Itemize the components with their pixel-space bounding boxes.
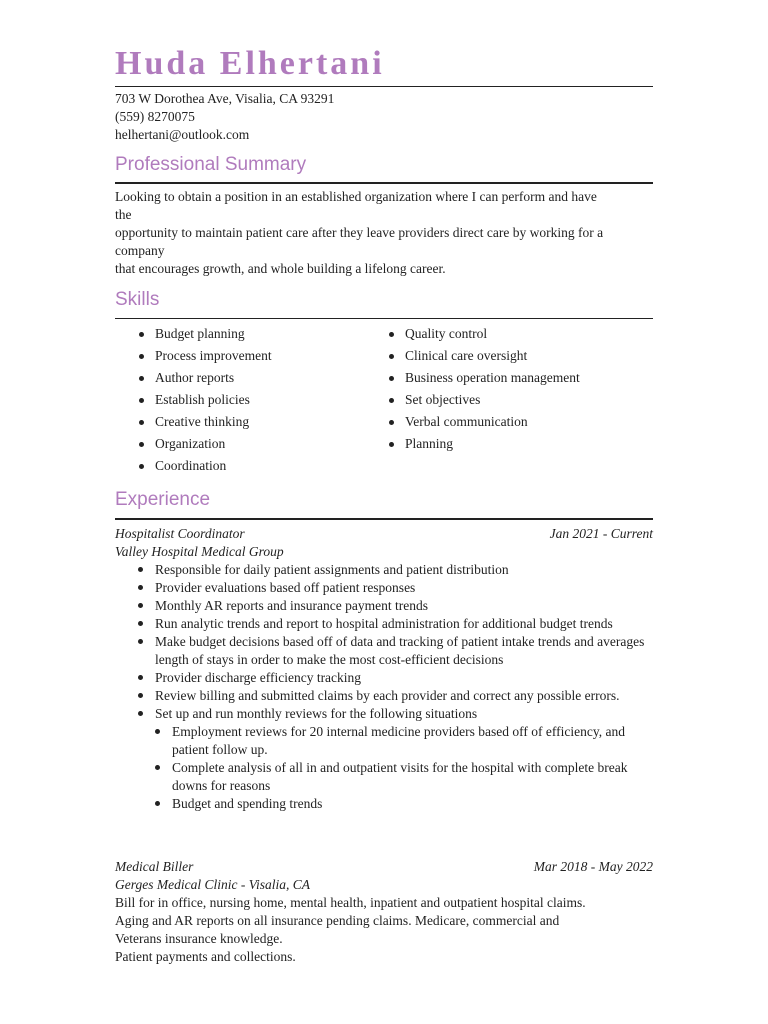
- duty-item: Monthly AR reports and insurance payment trends: [155, 597, 655, 615]
- duty-item: Run analytic trends and report to hospital administration for additional budget trends: [155, 615, 655, 633]
- description-line: Patient payments and collections.: [115, 949, 296, 964]
- skill-item: Quality control: [389, 324, 580, 346]
- duty-subitem: Budget and spending trends: [172, 795, 655, 813]
- duty-item-with-subitems: [155, 705, 655, 813]
- skill-item: Organization: [139, 434, 272, 456]
- skill-item: Verbal communication: [389, 412, 580, 434]
- summary-heading: Professional Summary: [115, 154, 307, 175]
- job-title: Medical Biller: [115, 859, 194, 874]
- duty-item: Make budget decisions based off of data and tracking of patient intake trends and averages length of stays in order to make the most cost-efficient decisions: [155, 633, 655, 669]
- skill-item: Coordination: [139, 456, 272, 478]
- job-company: Gerges Medical Clinic - Visalia, CA: [115, 877, 310, 892]
- skill-item: Author reports: [139, 368, 272, 390]
- job-duties: [155, 561, 655, 813]
- duty-item: Review billing and submitted claims by each provider and correct any possible errors.: [155, 687, 655, 705]
- skill-item: Process improvement: [139, 346, 272, 368]
- summary-line: that encourages growth, and whole building a lifelong career.: [115, 261, 446, 276]
- name-divider: [115, 86, 653, 87]
- skill-item: Set objectives: [389, 390, 580, 412]
- skill-item: Creative thinking: [139, 412, 272, 434]
- duty-item: Provider evaluations based off patient responses: [155, 579, 655, 597]
- job-company: Valley Hospital Medical Group: [115, 544, 284, 559]
- duty-item: Responsible for daily patient assignments and patient distribution: [155, 561, 655, 579]
- summary-line: company: [115, 243, 165, 258]
- job-dates: Mar 2018 - May 2022: [533, 859, 653, 874]
- skills-list-right: [389, 324, 580, 456]
- summary-divider: [115, 182, 653, 184]
- skill-item: Clinical care oversight: [389, 346, 580, 368]
- summary-line: Looking to obtain a position in an established organization where I can perform and have: [115, 189, 597, 204]
- description-line: Veterans insurance knowledge.: [115, 931, 283, 946]
- summary-line: the: [115, 207, 132, 222]
- skill-item: Budget planning: [139, 324, 272, 346]
- duty-subitem: Employment reviews for 20 internal medicine providers based off of efficiency, and patient follow up.: [172, 723, 655, 759]
- skills-heading: Skills: [115, 289, 160, 310]
- contact-address: 703 W Dorothea Ave, Visalia, CA 93291: [115, 91, 335, 106]
- description-line: Aging and AR reports on all insurance pending claims. Medicare, commercial and: [115, 913, 560, 928]
- skill-item: Business operation management: [389, 368, 580, 390]
- duty-subitem: Complete analysis of all in and outpatient visits for the hospital with complete break downs for reasons: [172, 759, 655, 795]
- job-title: Hospitalist Coordinator: [115, 526, 245, 541]
- duty-item: Provider discharge efficiency tracking: [155, 669, 655, 687]
- skills-divider: [115, 318, 653, 319]
- experience-heading: Experience: [115, 489, 211, 510]
- job-dates: Jan 2021 - Current: [549, 526, 653, 541]
- contact-phone: (559) 8270075: [115, 109, 195, 124]
- skill-item: Establish policies: [139, 390, 272, 412]
- candidate-name: Huda Elhertani: [115, 45, 385, 82]
- skills-list-left: [139, 324, 272, 478]
- skill-item: Planning: [389, 434, 580, 456]
- duty-item-text: Set up and run monthly reviews for the following situations: [155, 706, 478, 721]
- contact-block: [115, 90, 334, 144]
- duty-subitems: [155, 723, 655, 813]
- summary-text: [115, 188, 655, 278]
- description-line: Bill for in office, nursing home, mental health, inpatient and outpatient hospital claims.: [115, 895, 586, 910]
- experience-divider: [115, 518, 653, 520]
- job-description: [115, 894, 655, 966]
- contact-email: helhertani@outlook.com: [115, 127, 250, 142]
- summary-line: opportunity to maintain patient care after they leave providers direct care by working for a: [115, 225, 604, 240]
